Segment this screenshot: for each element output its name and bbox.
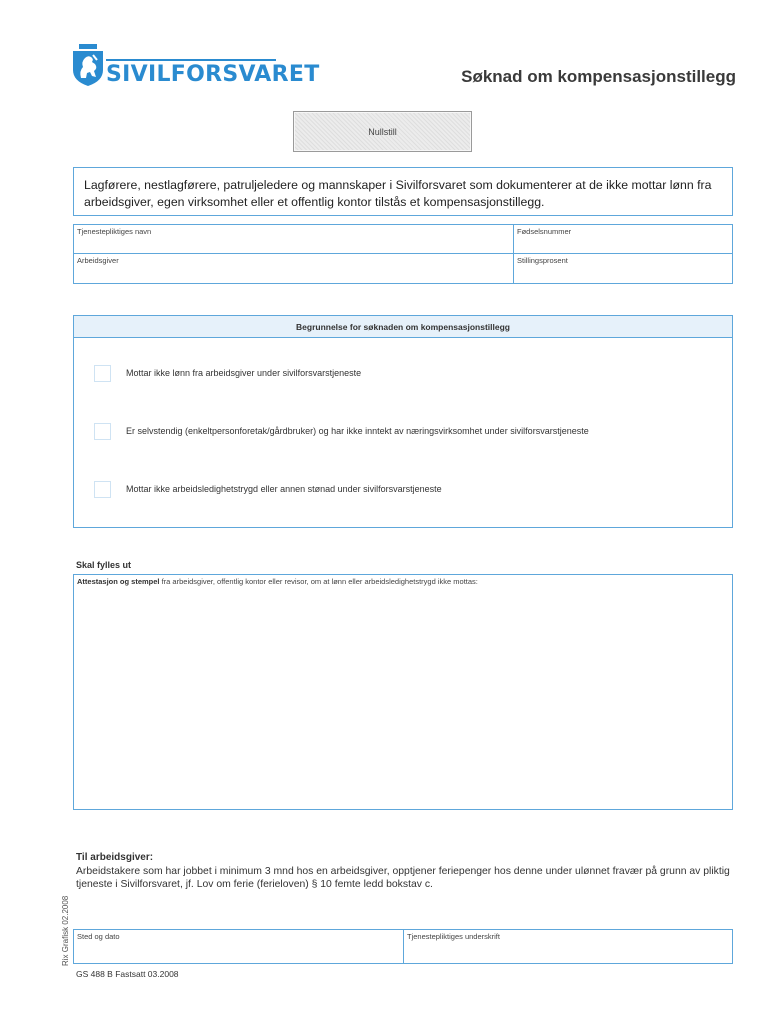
attestation-label-rest: fra arbeidsgiver, offentlig kontor eller revisor, om at lønn eller arbeidsledighetstrygd ikke mottas:: [159, 577, 478, 586]
position-percent-label: Stillingsprosent: [517, 256, 568, 265]
form-id: GS 488 B Fastsatt 03.2008: [76, 969, 179, 979]
personal-info-row: [74, 225, 732, 254]
reason-item-label: Mottar ikke arbeidsledighetstrygd eller annen stønad under sivilforsvarstjeneste: [126, 484, 442, 494]
signature-table: [73, 929, 733, 964]
attestation-label: [77, 577, 478, 586]
must-fill-heading: Skal fylles ut: [76, 560, 132, 570]
printer-credit: Rix Grafisk 02.2008: [61, 895, 70, 966]
employer-note: [76, 852, 736, 891]
employer-input[interactable]: [76, 266, 511, 282]
employer-field[interactable]: [74, 254, 514, 284]
intro-text: Lagførere, nestlagførere, patruljeledere og mannskaper i Sivilforsvaret som dokumenterer at de ikke mottar lønn fra arbeidsgiver, egen virksomhet eller et offentlig kontor tilstås et kompensasjonstillegg.: [84, 178, 712, 209]
reset-button[interactable]: Nullstill: [293, 111, 472, 152]
birth-number-field[interactable]: [514, 225, 733, 253]
signature-label: Tjenestepliktiges underskrift: [407, 932, 500, 941]
birth-number-label: Fødselsnummer: [517, 227, 572, 236]
birth-number-input[interactable]: [516, 237, 731, 251]
employment-info-row: [74, 254, 732, 284]
reason-item-no-benefits[interactable]: [94, 480, 442, 498]
checkbox[interactable]: [94, 365, 111, 382]
name-input[interactable]: [76, 237, 511, 251]
lion-shield-icon: [73, 44, 103, 86]
place-date-label: Sted og dato: [77, 932, 120, 941]
employer-note-text: Arbeidstakere som har jobbet i minimum 3 mnd hos en arbeidsgiver, opptjener feriepenger hos denne under ulønnet fravær på grunn av pliktig tjeneste i Sivilforsvaret, jf. Lov om ferie (ferieloven) § 10 femte ledd bokstav c.: [76, 866, 730, 890]
reason-item-label: Mottar ikke lønn fra arbeidsgiver under sivilforsvarstjeneste: [126, 368, 362, 378]
reason-item-no-salary[interactable]: [94, 364, 361, 382]
reason-heading: Begrunnelse for søknaden om kompensasjonstillegg: [74, 316, 732, 338]
reason-item-label: Er selvstendig (enkeltpersonforetak/gårdbruker) og har ikke inntekt av næringsvirksomhet under sivilforsvarstjeneste: [126, 426, 589, 436]
attestation-box: [73, 574, 733, 810]
sivilforsvaret-logo: [73, 44, 320, 90]
checkbox[interactable]: [94, 481, 111, 498]
place-date-input[interactable]: [76, 942, 401, 961]
attestation-label-bold: Attestasjon og stempel: [77, 577, 160, 586]
personal-info-table: [73, 224, 733, 284]
logo-rule: [106, 59, 276, 61]
signature-input[interactable]: [406, 942, 731, 961]
employer-field-label: Arbeidsgiver: [77, 256, 119, 265]
position-percent-input[interactable]: [516, 266, 731, 282]
employer-note-title: Til arbeidsgiver:: [76, 852, 154, 863]
logo-wordmark: SIVILFORSVARET: [106, 62, 320, 87]
intro-box: [73, 167, 733, 216]
attestation-input[interactable]: [76, 589, 730, 807]
signature-field[interactable]: [404, 930, 733, 963]
position-percent-field[interactable]: [514, 254, 733, 284]
reason-item-self-employed[interactable]: [94, 422, 589, 440]
name-field[interactable]: [74, 225, 514, 253]
reason-section: [73, 315, 733, 528]
page-title: Søknad om kompensasjonstillegg: [461, 67, 736, 86]
checkbox[interactable]: [94, 423, 111, 440]
place-date-field[interactable]: [74, 930, 404, 963]
name-field-label: Tjenestepliktiges navn: [77, 227, 152, 236]
